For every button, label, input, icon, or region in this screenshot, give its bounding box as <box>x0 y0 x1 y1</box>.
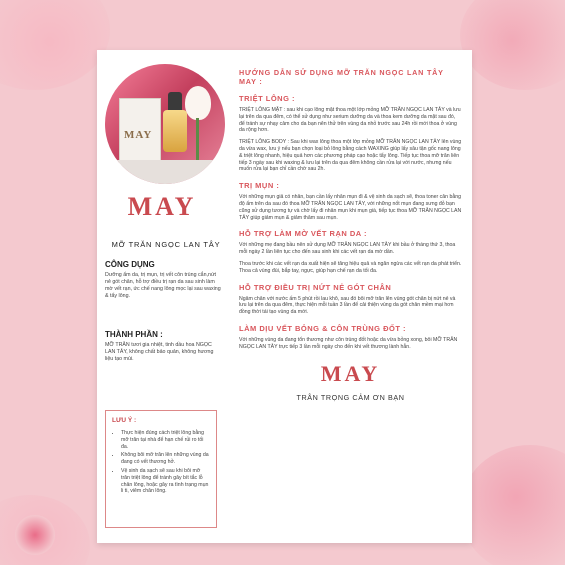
burns-title: LÀM DỊU VẾT BỎNG & CÔN TRÙNG ĐỐT : <box>239 323 406 333</box>
product-photo <box>105 64 225 184</box>
product-name: MỠ TRĂN NGỌC LAN TÂY <box>111 240 221 249</box>
product-box-image <box>119 98 161 166</box>
brand-logo: MAY <box>127 192 197 221</box>
note-list <box>112 430 210 495</box>
right-column <box>227 50 472 543</box>
section-acne <box>239 181 462 221</box>
brand-logo-footer: MAY <box>320 360 381 386</box>
acne-text: Với những mụn giả có nhân, bạn cần lấy nhân mụn đi & vệ sinh da sạch sẽ, thoa toner cân bằng độ ẩm trên da sau đó thoa MỠ TRĂN NGỌC LAN TÂY, với những nốt mụn đang sưng đỏ bạn cũng sử dụng tương tự và chờ lấy đi nhân mụn khi mụn già, tiếp tục thoa MỠ TRĂN NGỌC LAN TÂY giúp giảm mụn & giảm thâm sau mụn. <box>239 194 462 221</box>
bottle-cap-image <box>168 92 182 112</box>
product-info-card <box>97 50 472 543</box>
hair-removal-body-text: TRIỆT LÔNG BODY : Sau khi wax lông thoa một lớp mỏng MỠ TRĂN NGỌC LAN TÂY lên vùng da vừa wax, lưu ý nếu bạn chọn loại bỏ lông bằng cách WAXING giúp lấy sâu tận gốc nang lông & triệt lông nhanh, hiệu quả hơn các phương pháp cạo hoặc tẩy lông. Tiếp tục thoa mỡ trăn liên tiếp 3 ngày sau khi waxing & lưu lại trên da qua đêm không cần rửa lại với nước, nhưng nếu muốn rửa lại bạn chỉ cần chờ sau 2h. <box>239 139 462 173</box>
guide-title: HƯỚNG DẪN SỬ DỤNG MỠ TRĂN NGỌC LAN TÂY MAY : <box>239 68 444 86</box>
flower-bud-bottom-left <box>15 515 55 555</box>
tulip-stem-image <box>196 118 199 162</box>
note-title: LƯU Ý : <box>112 417 137 424</box>
left-column <box>97 50 227 543</box>
ingredients-text: MỠ TRĂN tươi gia nhiệt, tinh dầu hoa NGỌC LAN TÂY, không chất bảo quản, không hương liệu tạo mùi. <box>105 342 214 362</box>
note-item: • Không bôi mỡ trăn lên những vùng da đang có vết thương hở. <box>121 452 210 466</box>
thanks-text: TRÂN TRỌNG CẢM ƠN BẠN <box>296 392 405 402</box>
cracked-heels-title: HỖ TRỢ ĐIỀU TRỊ NỨT NẺ GÓT CHÂN <box>239 282 392 292</box>
section-cracked-heels <box>239 283 462 316</box>
tulip-image <box>185 86 211 120</box>
serum-bottle-image <box>163 110 187 152</box>
hair-removal-title: TRIỆT LÔNG : <box>239 94 295 103</box>
flower-petal-top-right <box>460 0 565 90</box>
section-hair-removal <box>239 94 462 173</box>
acne-title: TRỊ MỤN : <box>239 181 280 191</box>
section-stretch-marks <box>239 229 462 274</box>
note-item: • Thực hiện đúng cách triệt lông bằng mỡ trăn tại nhà để hạn chế rủi ro tối đa. <box>121 430 210 450</box>
usage-title: CÔNG DỤNG <box>105 260 155 269</box>
flower-petal-bottom-right <box>460 445 565 565</box>
ingredients-title: THÀNH PHẦN : <box>105 330 163 339</box>
hair-removal-face-text: TRIỆT LÔNG MẶT : sau khi cạo lông mặt thoa một lớp mỏng MỠ TRĂN NGỌC LAN TÂY và lưu lại trên da qua đêm, có thể sử dụng như serium dưỡng da và thoa kem dưỡng da mặt sau đó, để tránh sự nhạy cảm cho da bạn nên thử trên vùng da nhỏ trước sau 24h rồi mới thoa ở vùng da rộng hơn. <box>239 107 461 134</box>
flower-petal-top-left <box>0 0 110 90</box>
note-box <box>105 410 217 528</box>
burns-text: Với những vùng da đang tổn thương như côn trùng đốt hoặc da vừa bỏng xong, bôi MỠ TRĂN NGỌC LAN TÂY trực tiếp 3 lần mỗi ngày cho đến khi vết thương lành hẳn. <box>239 336 458 350</box>
shelf-image <box>105 160 225 184</box>
cracked-heels-text: Ngâm chân với nước ấm 5 phút rồi lau khô, sau đó bôi mỡ trăn lên vùng gót chân bị nứt nẻ và lưu lại trên da qua đêm, thực hiện mỗi tuần 3 lần để cải thiện vùng da gót chân mềm mại hơn đồng thời tái tạo vùng da mới. <box>239 295 456 316</box>
stretch-marks-text-2: Thoa trước khi các vết rạn da xuất hiện sẽ tăng hiệu quả và ngăn ngừa các vết rạn da phát triển. Thoa cả vùng đùi, bắp tay, ngực, giúp hạn chế rạn da tối đa. <box>239 260 462 274</box>
usage-text: Dưỡng ẩm da, trị mụn, trị vết côn trùng cắn,nứt nẻ gót chân, hỗ trợ điều trị rạn da sau sinh làm mờ vết rạn, ức chế nang lông mọc lại sau waxing & tẩy lông. <box>105 272 221 299</box>
stretch-marks-text-1: Với những mẹ đang bầu nên sử dụng MỠ TRĂN NGỌC LAN TÂY khi bầu ở tháng thứ 3, thoa mỗi ngày 2 lần liên tục cho đến sau sinh khi các vết rạn da mờ dần. <box>239 242 456 256</box>
stretch-marks-title: HỖ TRỢ LÀM MỜ VẾT RẠN DA : <box>239 229 368 239</box>
box-brand-logo: MAY <box>124 129 153 141</box>
section-burns <box>239 324 462 351</box>
note-item: • Vệ sinh da sạch sẽ sau khi bôi mỡ trăn triệt lông để tránh gây bít tắc lỗ chân lông, hoặc gây ra tình trạng mụn li ti, viêm chân lông. <box>121 468 210 495</box>
